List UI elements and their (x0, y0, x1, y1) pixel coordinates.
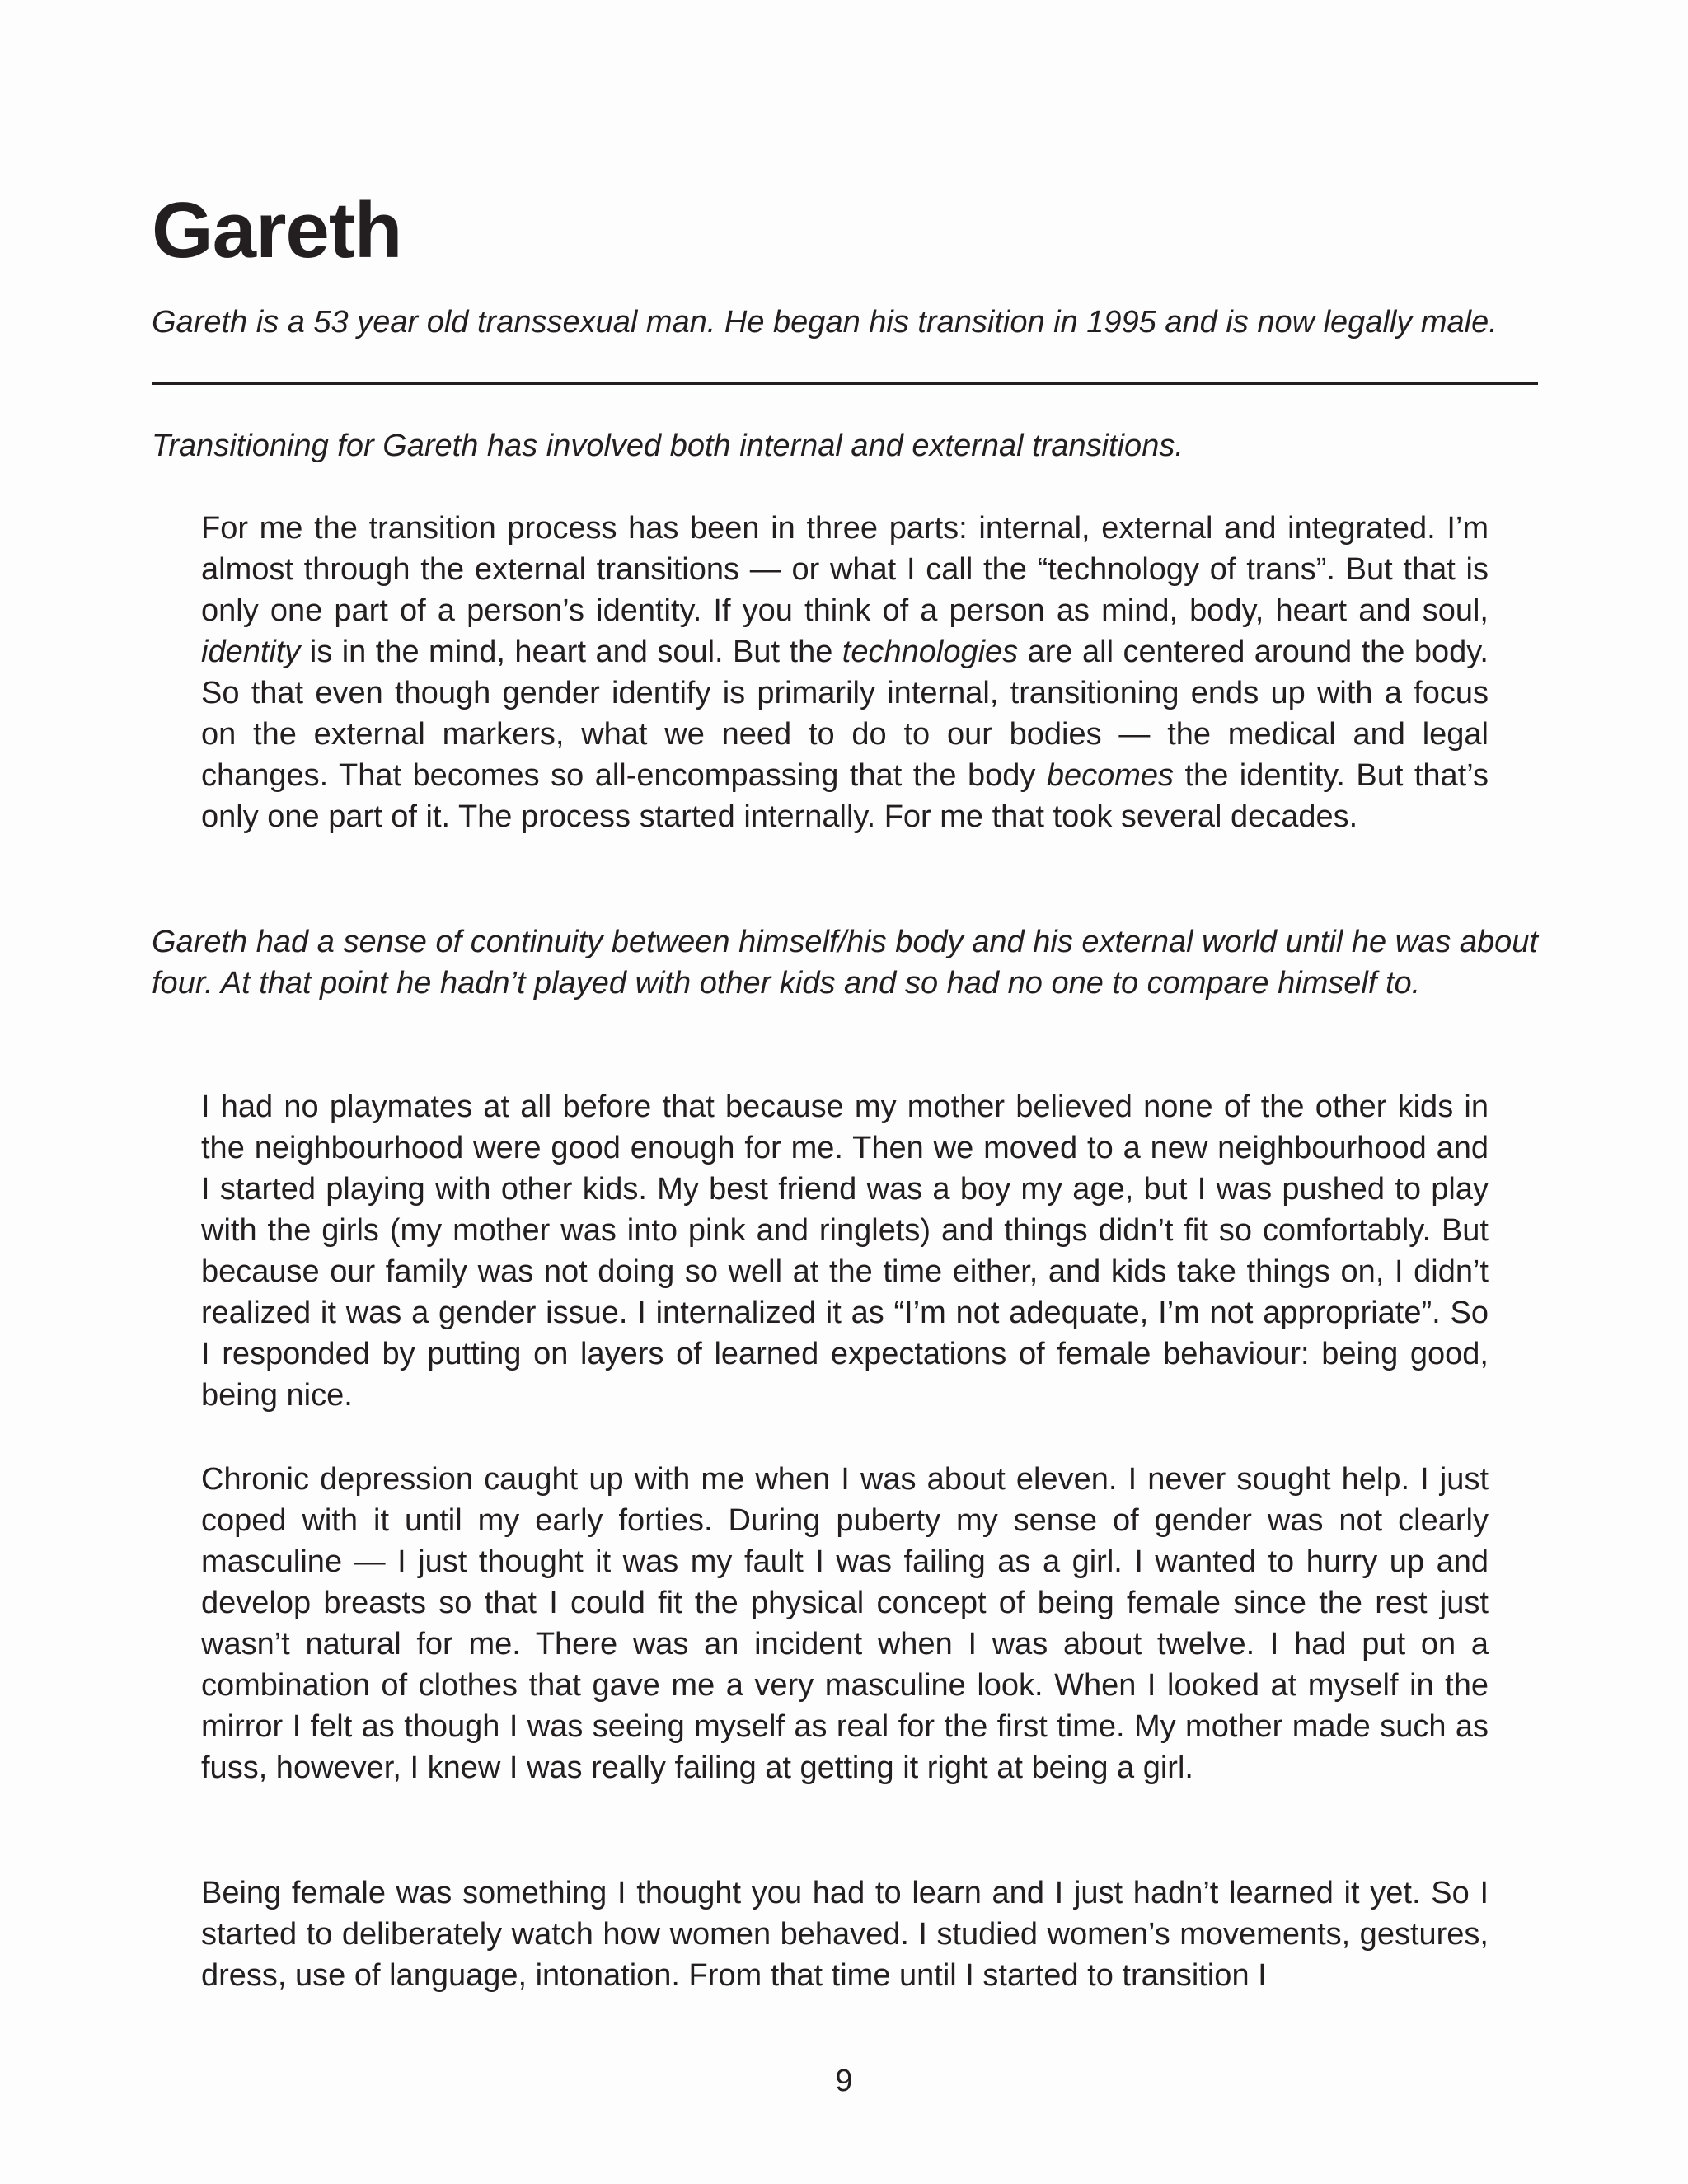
quote-text: For me the transition process has been in three parts: internal, external and integrated. I’m almost through the external transitions — or what I call the “technology of trans”. But that is only one part of a person’s identity. If you think of a person as mind, body, heart and soul, (201, 511, 1489, 628)
quote-paragraph (201, 508, 1489, 837)
page-title: Gareth (152, 186, 402, 274)
quote-paragraph: Being female was something I thought you had to learn and I just hadn’t learned it yet. So I started to deliberately watch how women behaved. I studied women’s movements, gestures, dress, use of language, intonation. From that time until I started to transition I (201, 1876, 1489, 1993)
page-number: 9 (835, 2064, 853, 2098)
quote-text: are all centered around the body. So that even though gender identify is primarily internal, transitioning ends up with a focus on the external markers, what we need to do to our bodies — the medical and legal changes. That becomes so all-encompassing that the body (201, 635, 1489, 793)
narration-paragraph: Transitioning for Gareth has involved both internal and external transitions. (152, 429, 1184, 463)
emphasis-text: identity (201, 635, 301, 669)
emphasis-text: becomes (1046, 758, 1175, 793)
emphasis-text: technologies (842, 635, 1019, 669)
quote-text: is in the mind, heart and soul. But the (300, 635, 842, 669)
intro-summary: Gareth is a 53 year old transsexual man. He began his transition in 1995 and is now legally male. (152, 305, 1498, 340)
quote-paragraph: I had no playmates at all before that because my mother believed none of the other kids in the neighbourhood were good enough for me. Then we moved to a new neighbourhood and I started playing with other kids. My best friend was a boy my age, but I was pushed to play with the girls (my mother was into pink and ringlets) and things didn’t fit so comfortably. But because our family was not doing so well at the time either, and kids take things on, I didn’t realized it was a gender issue. I internalized it as “I’m not adequate, I’m not appropriate”. So I responded by putting on layers of learned expectations of female behaviour: being good, being nice. (201, 1090, 1489, 1413)
quote-paragraph: Chronic depression caught up with me when I was about eleven. I never sought help. I just coped with it until my early forties. During puberty my sense of gender was not clearly masculine — I just thought it was my fault I was failing as a girl. I wanted to hurry up and develop breasts so that I could fit the physical concept of being female since the rest just wasn’t natural for me. There was an incident when I was about twelve. I had put on a combination of clothes that gave me a very masculine look. When I looked at myself in the mirror I felt as though I was seeing myself as real for the first time. My mother made such as fuss, however, I knew I was really failing at getting it right at being a girl. (201, 1462, 1489, 1785)
narration-paragraph: Gareth had a sense of continuity between himself/his body and his external world until he was about four. At that point he hadn’t played with other kids and so had no one to compare himself to. (152, 925, 1538, 1001)
quote-text: the identity. But that’s only one part of it. The process started internally. For me that took several decades. (201, 758, 1489, 834)
divider-rule (152, 382, 1538, 385)
